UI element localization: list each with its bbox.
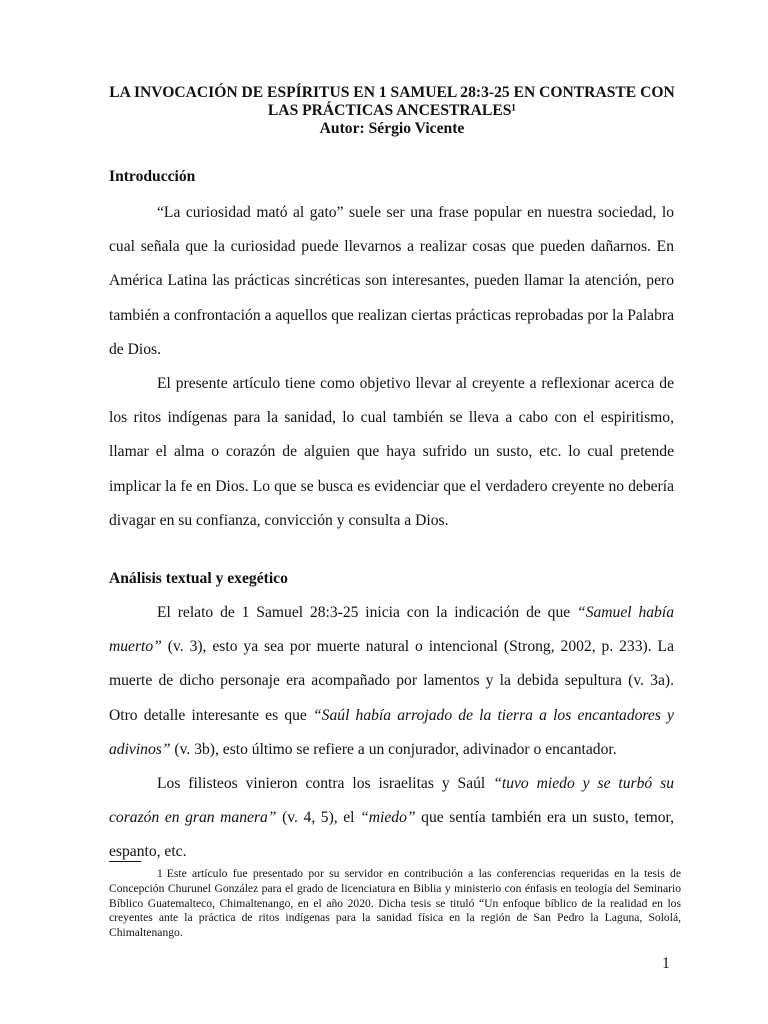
- footnote-separator: [109, 861, 141, 862]
- paragraph-1: “La curiosidad mató al gato” suele ser una frase popular en nuestra sociedad, lo cual señala que la curiosidad puede llevarnos a realizar cosas que pueden dañarnos. En América Latina las prácticas sincréticas son interesantes, pueden llamar la atención, pero también a confrontación a aquellos que realizan ciertas prácticas reprobadas por la Palabra de Dios.: [109, 204, 674, 358]
- paragraph-3-text-b: (v. 3), esto ya sea por muerte natural o intencional (Strong, 2002, p. 233). La muerte de dicho personaje era acompañado por lamentos y la debida sepultura (v. 3a). Otro detalle interesante es que: [109, 638, 674, 724]
- quote-saul-habia-arrojado: “Saúl había arrojado de la tierra a los encantadores y adivinos”: [109, 706, 674, 758]
- introduction-body: [109, 196, 674, 538]
- footnote-text: Este artículo fue presentado por su servidor en contribución a las conferencias requeridas en la tesis de Concepción Churunel González para el grado de licenciatura en Biblia y ministerio con énfasis en teología del Seminario Bíblico Guatemalteco, Chimaltenango, en el año 2020. Dicha tesis se tituló “Un enfoque bíblico de la realidad en los creyentes ante la práctica de ritos indígenas para la sanidad física en la región de San Pedro la Laguna, Sololá, Chimaltenango.: [109, 867, 681, 940]
- paragraph-3: [109, 596, 674, 767]
- paragraph-3-text-a: El relato de 1 Samuel 28:3-25 inicia con la indicación de que: [157, 604, 578, 621]
- quote-tuvo-miedo: “tuvo miedo y se turbó su corazón en gran manera”: [109, 775, 674, 827]
- title-line-1: LA INVOCACIÓN DE ESPÍRITUS EN 1 SAMUEL 28:3-25 EN CONTRASTE CON: [109, 84, 675, 101]
- paragraph-4-text-c: que sentía también era un susto, temor, espanto, etc.: [109, 809, 674, 861]
- author-line: Autor: Sérgio Vicente: [319, 120, 465, 137]
- paragraph-4: [109, 767, 674, 870]
- paragraph-4-text-b: (v. 4, 5), el: [276, 809, 361, 827]
- paragraph-3-text-c: (v. 3b), esto último se refiere a un conjurador, adivinador o encantador.: [170, 740, 617, 758]
- paragraph-4-text-a: Los filisteos vinieron contra los israelitas y Saúl: [157, 775, 494, 793]
- section-heading-analisis: Análisis textual y exegético: [109, 570, 288, 587]
- title-line-2: LAS PRÁCTICAS ANCESTRALES¹: [267, 102, 517, 119]
- quote-samuel-habia-muerto: “Samuel había muerto”: [109, 604, 674, 656]
- page-number: 1: [662, 955, 670, 972]
- analysis-body: [109, 596, 674, 870]
- section-heading-introduccion: Introducción: [109, 168, 196, 185]
- document-title: [100, 84, 684, 138]
- paragraph-2: El presente artículo tiene como objetivo llevar al creyente a reflexionar acerca de los ritos indígenas para la sanidad, lo cual también se lleva a cabo con el espiritismo, llamar el alma o corazón de alguien que haya sufrido un susto, etc. lo cual pretende implicar la fe en Dios. Lo que se busca es evidenciar que el verdadero creyente no debería divagar en su confianza, convicción y consulta a Dios.: [109, 375, 674, 529]
- quote-miedo: “miedo”: [360, 809, 416, 827]
- footnote-1: [109, 867, 681, 941]
- footnote-mark: 1: [157, 867, 163, 880]
